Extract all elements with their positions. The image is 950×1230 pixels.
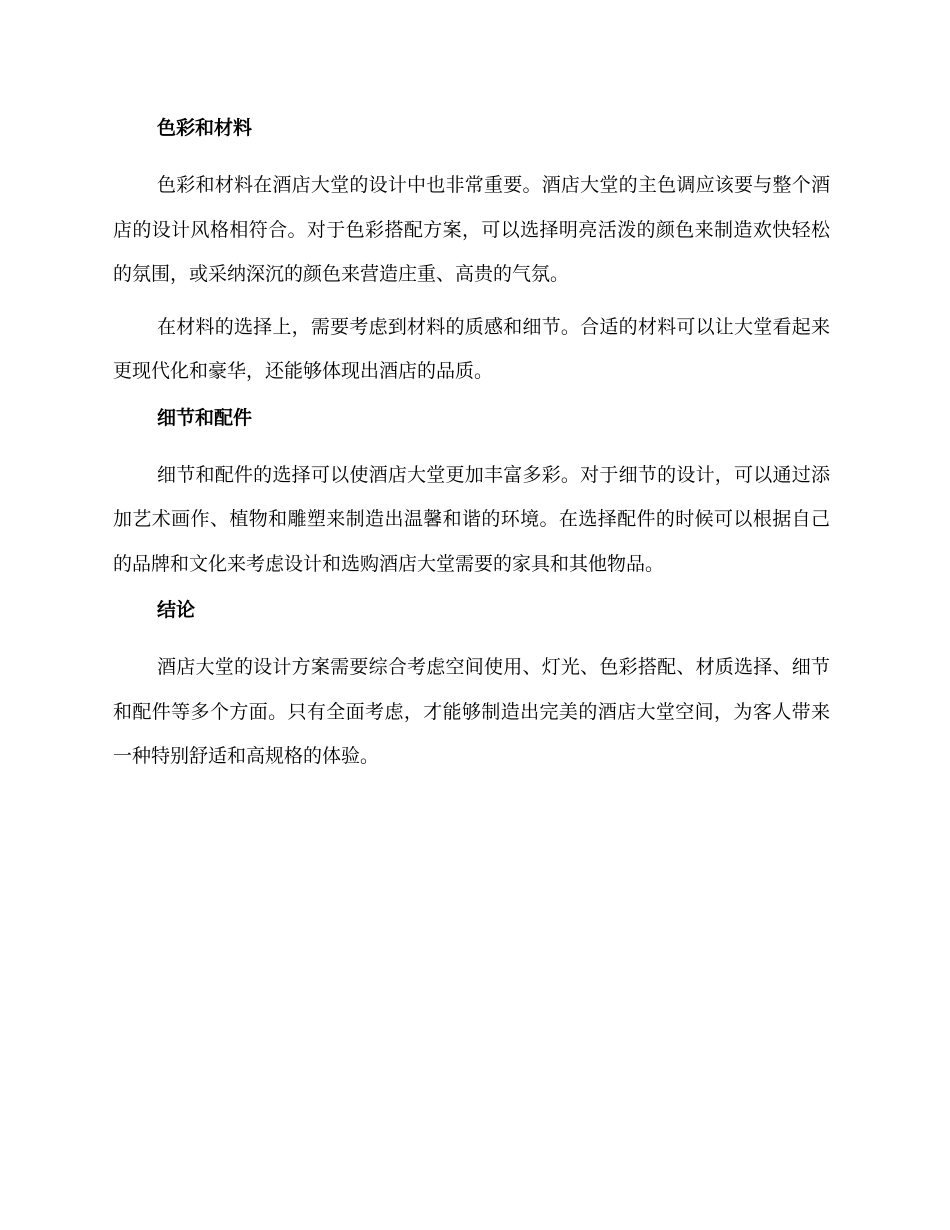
paragraph-details-accessories-1: 细节和配件的选择可以使酒店大堂更加丰富多彩。对于细节的设计，可以通过添加艺术画作、植物和雕塑来制造出温馨和谐的环境。在选择配件的时候可以根据自己的品牌和文化来考虑设计和选购酒店大堂需要的家具和其他物品。 [113,463,830,575]
section-heading-details-accessories: 细节和配件 [157,406,253,429]
paragraph-color-material-1: 色彩和材料在酒店大堂的设计中也非常重要。酒店大堂的主色调应该要与整个酒店的设计风格相符合。对于色彩搭配方案，可以选择明亮活泼的颜色来制造欢快轻松的氛围，或采纳深沉的颜色来营造庄重、高贵的气氛。 [113,174,830,285]
section-heading-color-material: 色彩和材料 [157,117,253,139]
paragraph-conclusion-1: 酒店大堂的设计方案需要综合考虑空间使用、灯光、色彩搭配、材质选择、细节和配件等多个方面。只有全面考虑，才能够制造出完美的酒店大堂空间，为客人带来一种特别舒适和高规格的体验。 [113,656,830,767]
section-heading-conclusion: 结论 [157,599,196,621]
document-page [113,112,830,779]
paragraph-color-material-2: 在材料的选择上，需要考虑到材料的质感和细节。合适的材料可以让大堂看起来更现代化和豪华，还能够体现出酒店的品质。 [113,315,830,382]
